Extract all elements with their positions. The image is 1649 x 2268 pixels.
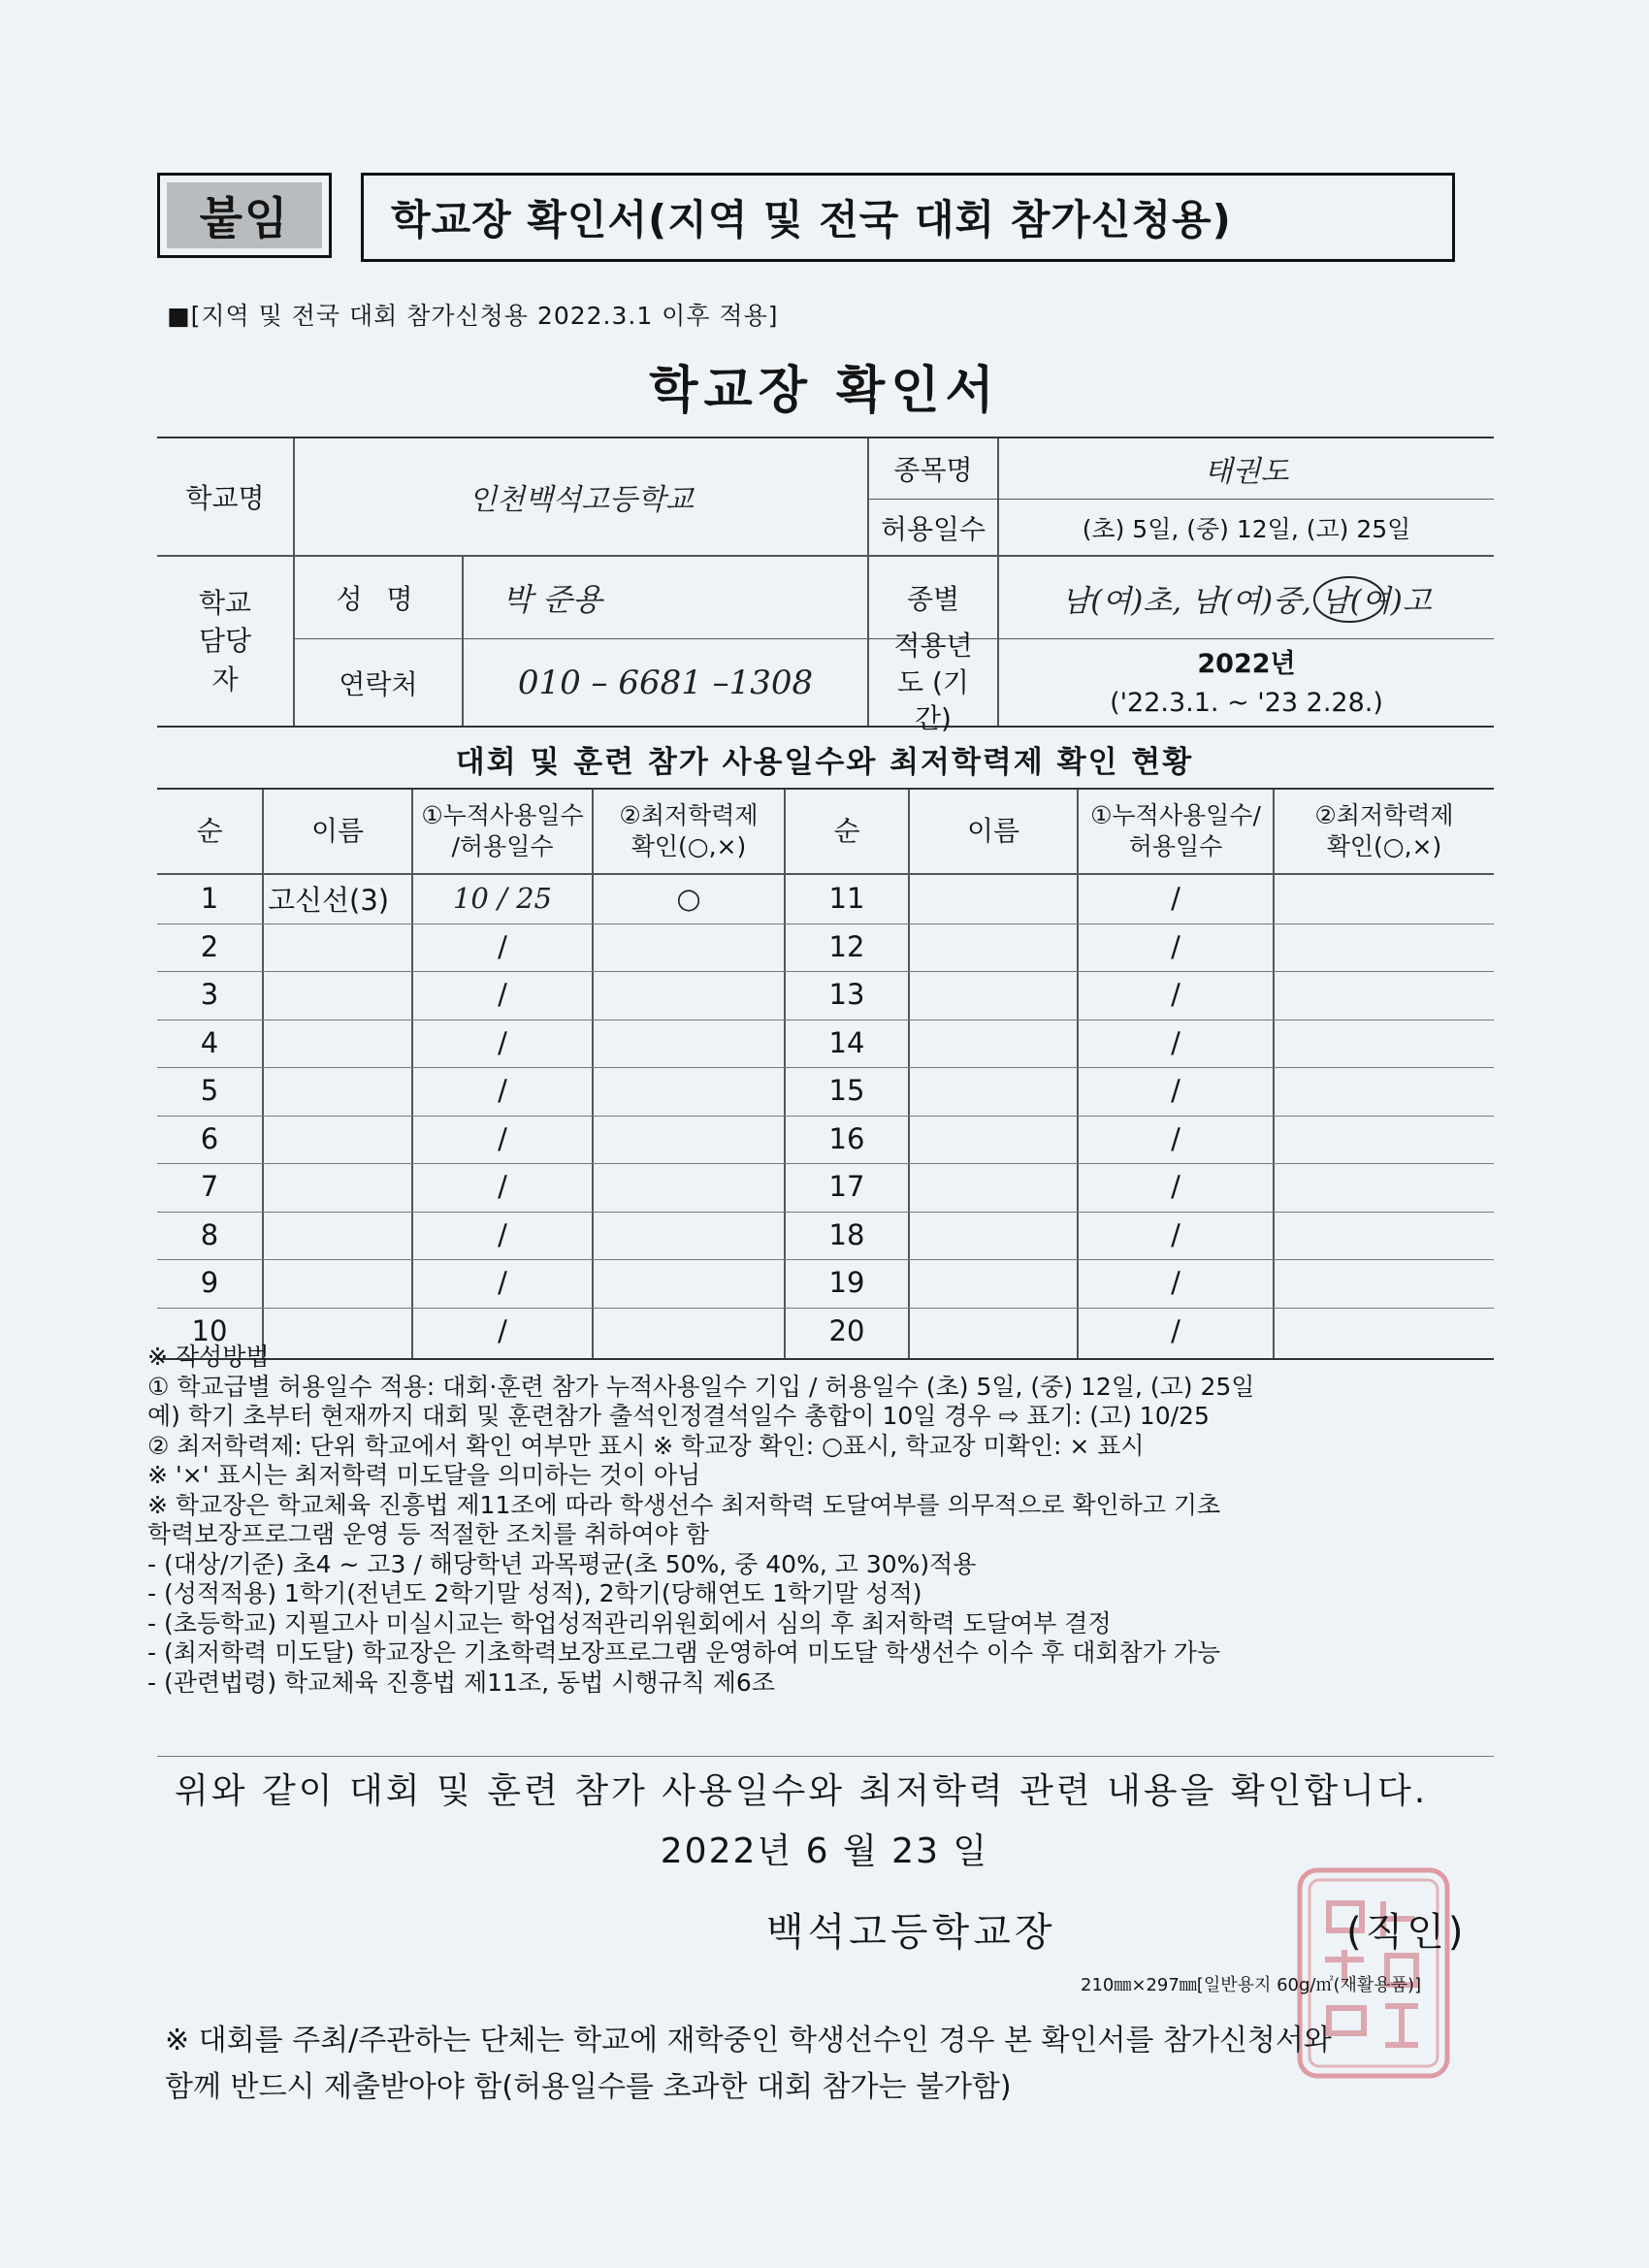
usage-left-row-days: /: [498, 1170, 507, 1203]
header-no-right: 순: [833, 814, 860, 847]
usage-left-row-no: 4: [200, 1025, 219, 1059]
usage-right-row-days: /: [1171, 929, 1180, 963]
attachment-tag-label: 붙임: [167, 182, 322, 248]
usage-right-row-check: [1275, 1212, 1494, 1258]
usage-right-row-check: [1275, 971, 1494, 1018]
note-line: - (관련법령) 학교체육 진흥법 제11조, 동법 시행규칙 제6조: [147, 1668, 775, 1697]
usage-left-row-no: 9: [200, 1266, 219, 1299]
header-check: ②최저학력제 확인(○,×): [619, 800, 759, 860]
form-title: 학교장 확인서(지역 및 전국 대회 참가신청용): [391, 196, 1232, 243]
usage-left-row-check: [594, 971, 784, 1018]
usage-right-row-name: [910, 1067, 1077, 1114]
contact-label: 연락처: [339, 667, 418, 700]
usage-left-row-no: 10: [191, 1313, 228, 1347]
note-line: 예) 학기 초부터 현재까지 대회 및 훈련참가 출석인정결석일수 총합이 10일 경우 ⇨ 표기: (고) 10/25: [147, 1402, 1210, 1430]
year-value: 2022년: [1197, 648, 1296, 679]
usage-right-row-days: /: [1171, 1266, 1180, 1299]
note-line: ※ 작성방법: [147, 1343, 270, 1371]
note-line: - (초등학교) 지필고사 미실시교는 학업성적관리위원회에서 심의 후 최저학력 도달여부 결정: [147, 1608, 1112, 1637]
paper-specification: 210㎜×297㎜[일반용지 60g/㎡(재활용품)]: [1081, 1975, 1422, 1995]
usage-right-row-no: 19: [828, 1266, 865, 1299]
usage-left-row-check: [594, 1163, 784, 1210]
usage-left-row-check: [594, 1020, 784, 1066]
usage-left-row-no: 8: [200, 1217, 219, 1251]
principal-title: 백석고등학교장: [766, 1910, 1056, 1955]
usage-right-row-name: [910, 1020, 1077, 1066]
usage-left-row-days: /: [498, 1217, 507, 1251]
usage-left-row-days: 10 / 25: [452, 882, 552, 915]
usage-right-row-check: [1275, 1020, 1494, 1066]
usage-left-row-name: [264, 1163, 411, 1210]
usage-right-row-days: /: [1171, 882, 1180, 915]
usage-left-row-days: /: [498, 1121, 507, 1155]
usage-left-row-check: [594, 1259, 784, 1306]
usage-left-row-check: [594, 923, 784, 970]
note-line: ※ '×' 표시는 최저학력 미도달을 의미하는 것이 아님: [147, 1461, 701, 1489]
manager-name-value: 박 준용: [502, 581, 602, 618]
school-name-value: 인천백석고등학교: [469, 483, 694, 517]
usage-right-row-check: [1275, 1067, 1494, 1114]
usage-left-row-no: 6: [200, 1121, 219, 1155]
writing-notes: [147, 1343, 1486, 1698]
usage-right-row-no: 12: [828, 929, 865, 963]
usage-left-row-check: [594, 1067, 784, 1114]
usage-left-row-name: [264, 1212, 411, 1258]
footnote-line: 함께 반드시 제출받아야 함(허용일수를 초과한 대회 참가는 불가함): [165, 2070, 1012, 2104]
school-name-label: 학교명: [185, 482, 265, 514]
seal-label: (직인): [1346, 1910, 1468, 1955]
usage-right-row-name: [910, 971, 1077, 1018]
manager-label: 학교 담당자: [198, 587, 252, 696]
usage-right-row-days: /: [1171, 1025, 1180, 1059]
header-name-right: 이름: [966, 814, 1020, 847]
usage-left-row-name: [264, 971, 411, 1018]
usage-right-row-check: [1275, 1116, 1494, 1162]
usage-right-row-no: 14: [828, 1025, 865, 1059]
attachment-tag: [157, 173, 332, 258]
usage-right-row-days: /: [1171, 978, 1180, 1011]
usage-right-row-days: /: [1171, 1074, 1180, 1107]
confirmation-statement: 위와 같이 대회 및 훈련 참가 사용일수와 최저학력 관련 내용을 확인합니다.: [175, 1771, 1429, 1811]
note-line: - (최저학력 미도달) 학교장은 기초학력보장프로그램 운영하여 미도달 학생선수 이수 후 대회참가 가능: [147, 1638, 1221, 1667]
usage-right-row-no: 20: [828, 1313, 865, 1347]
manager-name-label: 성 명: [336, 583, 421, 615]
usage-left-row-name: [264, 923, 411, 970]
footnote-line: ※ 대회를 주최/주관하는 단체는 학교에 재학중인 학생선수인 경우 본 확인서를 참가신청서와: [165, 2024, 1332, 2057]
usage-left-row-no: 1: [200, 882, 219, 915]
usage-left-row-no: 5: [200, 1074, 219, 1107]
usage-right-row-name: [910, 1212, 1077, 1258]
form-title-box: [361, 173, 1455, 262]
usage-table-heading: 대회 및 훈련 참가 사용일수와 최저학력제 확인 현황: [455, 745, 1194, 780]
header-days-right: ①누적사용일수/ 허용일수: [1090, 800, 1261, 860]
contact-value: 010 – 6681 –1308: [517, 663, 814, 702]
gender-circle-mark: [1310, 572, 1389, 627]
header-name: 이름: [310, 814, 365, 847]
header-no: 순: [196, 814, 223, 847]
document-title: 학교장 확인서: [649, 362, 1000, 420]
usage-right-row-no: 18: [828, 1217, 865, 1251]
usage-right-row-check: [1275, 875, 1494, 922]
usage-left-row-days: /: [498, 978, 507, 1011]
gender-label: 종별: [906, 583, 960, 615]
apply-note: ■[지역 및 전국 대회 참가신청용 2022.3.1 이후 적용]: [167, 302, 779, 330]
note-line: ① 학교급별 허용일수 적용: 대회·훈련 참가 누적사용일수 기입 / 허용일수 (초) 5일, (중) 12일, (고) 25일: [147, 1372, 1255, 1401]
usage-left-row-check: [594, 1212, 784, 1258]
note-line: - (성적적용) 1학기(전년도 2학기말 성적), 2학기(당해연도 1학기말 성적): [147, 1579, 922, 1607]
submission-footnote: [165, 2018, 1523, 2111]
usage-right-row-no: 15: [828, 1074, 865, 1107]
usage-left-row-name: [264, 1020, 411, 1066]
sport-label: 종목명: [893, 454, 973, 486]
note-line: ※ 학교장은 학교체육 진흥법 제11조에 따라 학생선수 최저학력 도달여부를 의무적으로 확인하고 기초: [147, 1490, 1221, 1519]
note-line: - (대상/기준) 초4 ~ 고3 / 해당학년 과목평균(초 50%, 중 40%, 고 30%)적용: [147, 1549, 977, 1578]
usage-right-row-days: /: [1171, 1121, 1180, 1155]
usage-left-row-days: /: [498, 1025, 507, 1059]
usage-right-row-no: 16: [828, 1121, 865, 1155]
allowed-days-label: 허용일수: [880, 512, 986, 545]
usage-left-row-days: /: [498, 1266, 507, 1299]
usage-left-row-no: 7: [200, 1170, 219, 1203]
usage-right-row-no: 13: [828, 978, 865, 1011]
confirmation-date: 2022년 6 월 23 일: [660, 1831, 989, 1871]
usage-right-row-days: /: [1171, 1217, 1180, 1251]
usage-table: [157, 788, 1494, 1360]
usage-left-row-name: [264, 1116, 411, 1162]
header-check-right: ②최저학력제 확인(○,×): [1314, 800, 1454, 860]
note-line: ② 최저학력제: 단위 학교에서 확인 여부만 표시 ※ 학교장 확인: ○표시, 학교장 미확인: × 표시: [147, 1431, 1145, 1460]
school-info-table: [157, 437, 1494, 735]
sport-value: 태권도: [1204, 455, 1289, 489]
usage-right-row-days: /: [1171, 1313, 1180, 1347]
usage-left-row-no: 3: [200, 978, 219, 1011]
usage-right-row-name: [910, 1116, 1077, 1162]
usage-right-row-name: [910, 875, 1077, 922]
usage-right-row-no: 17: [828, 1170, 865, 1203]
year-period: ('22.3.1. ~ '23 2.28.): [1110, 687, 1383, 718]
allowed-days-value: (초) 5일, (중) 12일, (고) 25일: [1082, 514, 1411, 543]
usage-right-row-no: 11: [828, 882, 865, 915]
usage-left-row-days: /: [498, 1313, 507, 1347]
usage-left-row-days: /: [498, 929, 507, 963]
usage-left-row-name: 고신선(3): [268, 883, 390, 917]
usage-right-row-check: [1275, 1163, 1494, 1210]
note-line: 학력보장프로그램 운영 등 적절한 조치를 취하여야 함: [147, 1520, 709, 1548]
usage-left-row-name: [264, 1067, 411, 1114]
usage-right-row-days: /: [1171, 1170, 1180, 1203]
usage-left-row-no: 2: [200, 929, 219, 963]
usage-left-row-check: [594, 1116, 784, 1162]
usage-left-row-check: ○: [676, 882, 701, 915]
usage-right-row-name: [910, 1163, 1077, 1210]
header-days: ①누적사용일수 /허용일수: [421, 800, 584, 860]
gender-value: 남(여)초, 남(여)중, 남(여)고: [1061, 583, 1432, 619]
usage-left-row-days: /: [498, 1074, 507, 1107]
usage-right-row-name: [910, 923, 1077, 970]
usage-right-row-name: [910, 1259, 1077, 1306]
year-label: 적용년도 (기간): [893, 629, 973, 735]
usage-right-row-check: [1275, 923, 1494, 970]
usage-right-row-check: [1275, 1259, 1494, 1306]
usage-left-row-name: [264, 1259, 411, 1306]
